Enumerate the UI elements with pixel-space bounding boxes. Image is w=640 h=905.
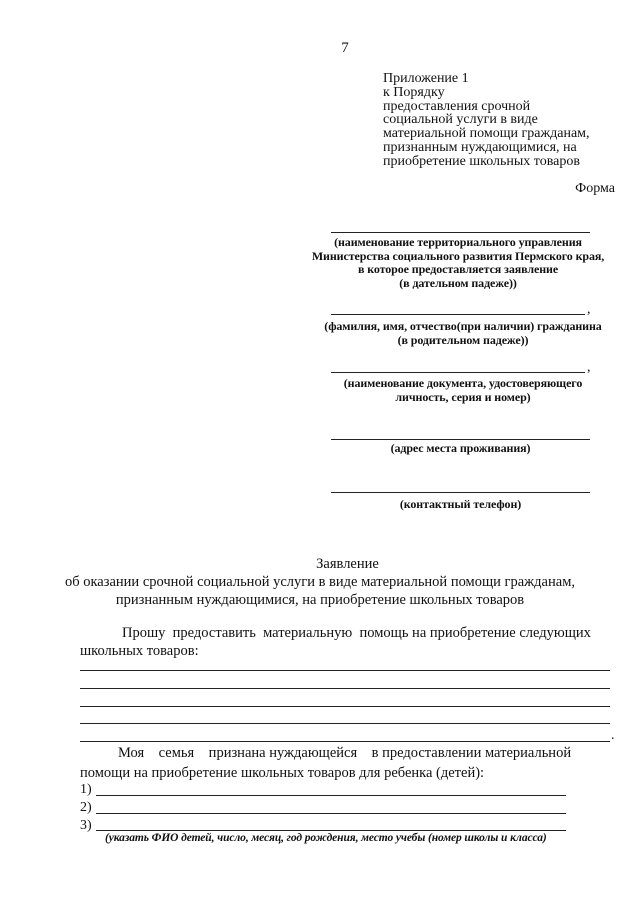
child-item-line[interactable] (96, 813, 566, 814)
applicant-name-field[interactable] (331, 314, 585, 315)
goods-line[interactable] (80, 670, 610, 671)
child-item-number: 1) (80, 782, 92, 797)
caption-line: (в родительном падеже)) (397, 332, 529, 347)
caption-line: личность, серия и номер) (395, 389, 531, 404)
applicant-name-caption (308, 320, 618, 347)
statement-title: Заявление (316, 556, 379, 572)
appendix-header (383, 72, 633, 169)
child-item-line[interactable] (96, 795, 566, 796)
form-label: Форма (575, 181, 615, 196)
request-line-1: Прошу предоставить материальную помощь на приобретение следующих (122, 625, 591, 641)
identity-document-caption (318, 377, 608, 404)
appendix-line: к Порядку (383, 84, 445, 100)
appendix-line: социальной услуги в виде (383, 112, 538, 128)
caption-line: в которое предоставляется заявление (357, 262, 559, 276)
phone-field[interactable] (331, 492, 590, 493)
goods-end-mark: . (611, 728, 615, 743)
statement-heading (0, 555, 640, 609)
caption-line: (наименование документа, удостоверяющего (343, 376, 583, 390)
caption-line: (адрес места проживания) (390, 441, 531, 455)
family-line-1: Моя семья признана нуждающейся в предоставлении материальной (118, 745, 572, 761)
address-caption (331, 442, 590, 456)
authority-caption (298, 236, 618, 290)
goods-line[interactable] (80, 741, 610, 742)
caption-line: (в дательном падеже)) (399, 275, 517, 290)
goods-line[interactable] (80, 706, 610, 707)
children-note: (указать ФИО детей, число, месяц, год рождения, место учебы (номер школы и класса) (105, 832, 547, 844)
goods-line[interactable] (80, 688, 610, 689)
identity-document-field[interactable] (331, 372, 585, 373)
appendix-line: материальной помощи гражданам, (383, 126, 590, 142)
caption-line: Министерства социального развития Пермского края, (311, 248, 605, 263)
child-item-line[interactable] (96, 830, 566, 831)
field-comma: , (587, 302, 591, 317)
caption-line: (наименование территориального управления (334, 235, 582, 249)
appendix-line: Приложение 1 (383, 71, 469, 86)
authority-field[interactable] (331, 232, 590, 233)
request-line-2: школьных товаров: (80, 643, 199, 659)
address-field[interactable] (331, 439, 590, 440)
appendix-line: приобретение школьных товаров (383, 153, 580, 169)
caption-line: (фамилия, имя, отчество(при наличии) гражданина (324, 319, 602, 333)
field-comma: , (587, 360, 591, 375)
statement-subtitle-line: об оказании срочной социальной услуги в виде материальной помощи гражданам, (64, 574, 575, 590)
statement-subtitle-line: признанным нуждающимися, на приобретение школьных товаров (115, 592, 525, 608)
appendix-line: признанным нуждающимися, на (383, 139, 577, 155)
appendix-line: предоставления срочной (383, 98, 531, 114)
page-number: 7 (341, 40, 349, 56)
child-item-number: 2) (80, 800, 92, 815)
family-line-2: помощи на приобретение школьных товаров для ребенка (детей): (80, 765, 485, 781)
goods-line[interactable] (80, 723, 610, 724)
child-item-number: 3) (80, 818, 92, 833)
caption-line: (контактный телефон) (399, 497, 522, 511)
phone-caption (331, 498, 590, 512)
